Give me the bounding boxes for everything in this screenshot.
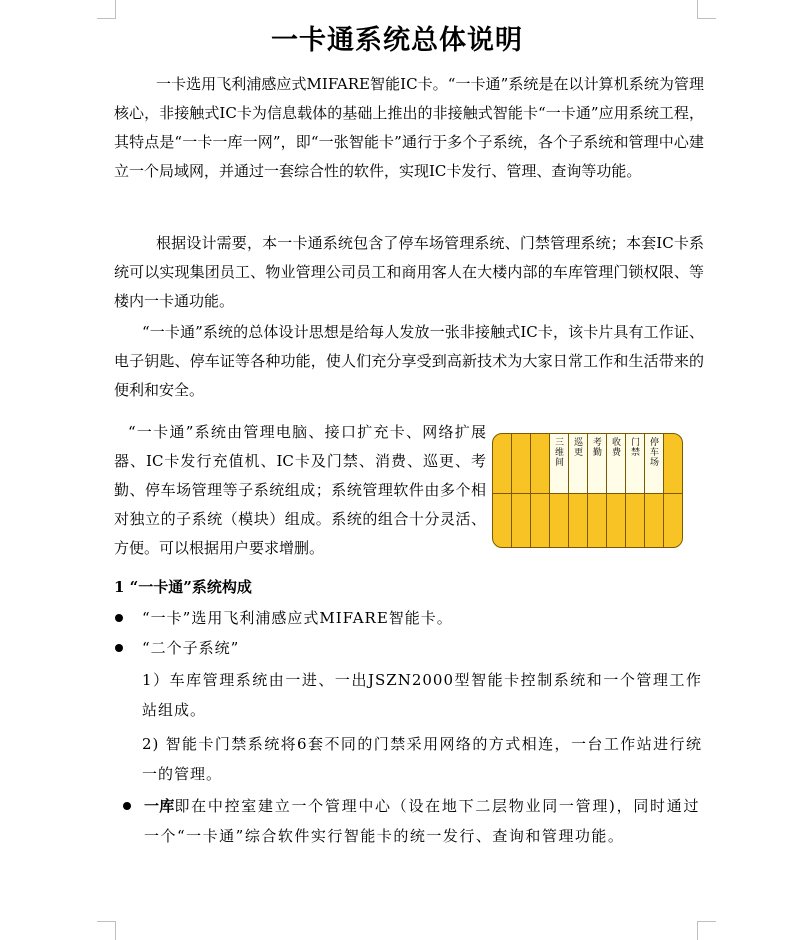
- diagram-column: [493, 434, 512, 547]
- subsystem-item-garage: 1）车库管理系统由一进、一出JSZN2000型智能卡控制系统和一个管理工作站组成。: [142, 671, 702, 719]
- bullet-icon: [115, 614, 123, 622]
- paragraph-components: “一卡通”系统由管理电脑、接口扩充卡、网络扩展器、IC卡发行充值机、IC卡及门禁、消费、巡更、考勤、停车场管理等子系统组成；系统管理软件由多个相对独立的子系统（模块）组成。系统的组合十分灵活、方便。可以根据用户要求增删。: [114, 423, 486, 557]
- diagram-label: 巡 更: [573, 438, 583, 458]
- diagram-divider: [493, 493, 683, 494]
- diagram-column: [664, 434, 683, 547]
- bullet-library-lead: 一库: [144, 797, 175, 815]
- diagram-label: 收 费: [611, 438, 621, 458]
- bullet-card: “一卡”选用飞利浦感应式MIFARE智能卡。: [142, 609, 453, 627]
- page-corner-mark: [697, 921, 716, 940]
- bullet-subsystems: “二个子系统”: [142, 639, 240, 657]
- page-corner-mark: [697, 0, 716, 19]
- section-heading: 1 “一卡通”系统构成: [114, 578, 252, 596]
- bullet-icon: [123, 802, 131, 810]
- page-title: 一卡通系统总体说明: [271, 25, 523, 56]
- page-corner-mark: [97, 921, 116, 940]
- paragraph-concept: “一卡通”系统的总体设计思想是给每人发放一张非接触式IC卡，该卡片具有工作证、电子钥匙、停车证等各种功能，使人们充分享受到高新技术为大家日常工作和生活带来的便利和安全。: [114, 323, 704, 399]
- bullet-library-text: 即在中控室建立一个管理中心（设在地下二层物业同一管理)，同时通过一个“一卡通”综合软件实行智能卡的统一发行、查询和管理功能。: [144, 797, 700, 845]
- diagram-column: [512, 434, 531, 547]
- diagram-column: [531, 434, 550, 547]
- page-corner-mark: [97, 0, 116, 19]
- bullet-icon: [115, 644, 123, 652]
- diagram-label: 门 禁: [630, 438, 640, 458]
- subsystem-diagram: [492, 433, 683, 548]
- diagram-label: 停 车 场: [649, 438, 659, 468]
- paragraph-intro: 一卡选用飞利浦感应式MIFARE智能IC卡。“一卡通”系统是在以计算机系统为管理核心，非接触式IC卡为信息载体的基础上推出的非接触式智能卡“一卡通”应用系统工程，其特点是“一卡一库一网”，即“一张智能卡”通行于多个子系统，各个子系统和管理中心建立一个局域网，并通过一套综合性的软件，实现IC卡发行、管理、查询等功能。: [114, 75, 704, 180]
- paragraph-design: 根据设计需要，本一卡通系统包含了停车场管理系统、门禁管理系统；本套IC卡系统可以实现集团员工、物业管理公司员工和商用客人在大楼内部的车库管理门锁权限、等楼内一卡通功能。: [114, 234, 704, 310]
- diagram-label: 考 勤: [592, 438, 602, 458]
- subsystem-item-door: 2) 智能卡门禁系统将6套不同的门禁采用网络的方式相连，一台工作站进行统一的管理。: [142, 735, 702, 783]
- diagram-label: 三 维 间: [554, 438, 564, 468]
- bullet-library: [144, 791, 700, 851]
